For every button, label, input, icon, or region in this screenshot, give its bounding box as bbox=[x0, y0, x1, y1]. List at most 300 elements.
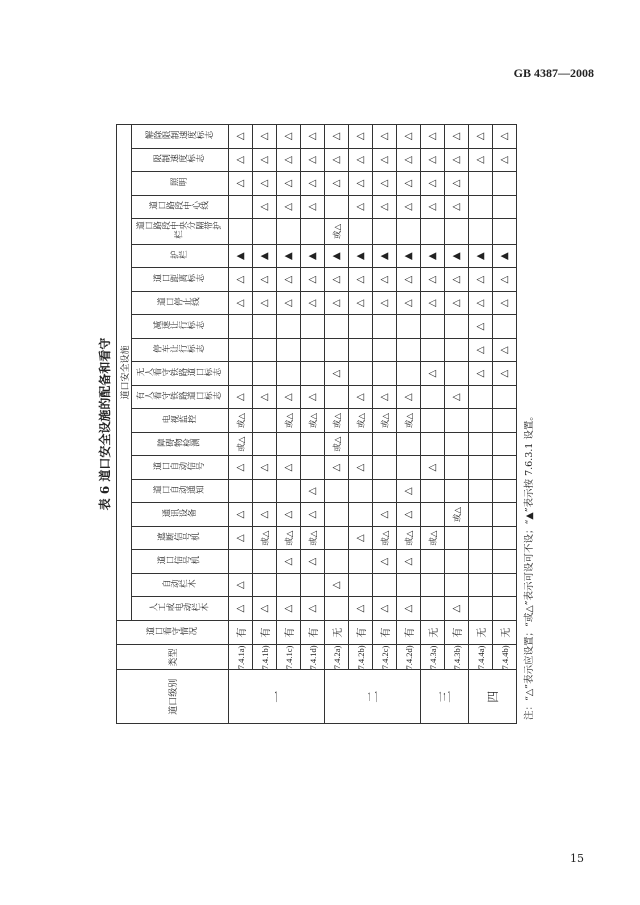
guard-cell: 有 bbox=[397, 620, 421, 645]
type-cell: 7.4.4a) bbox=[469, 645, 493, 670]
facility-cell bbox=[229, 195, 253, 219]
level-cell: 二 bbox=[325, 670, 421, 724]
facility-header: 减速让行标志 bbox=[132, 315, 229, 339]
facility-cell bbox=[253, 219, 277, 245]
facility-header: 道口自动通知 bbox=[132, 479, 229, 503]
facility-cell: 或△ bbox=[373, 526, 397, 550]
type-cell: 7.4.3a) bbox=[421, 645, 445, 670]
facility-cell: △ bbox=[229, 125, 253, 149]
facility-cell bbox=[349, 219, 373, 245]
facility-cell: △ bbox=[229, 456, 253, 480]
guard-cell: 有 bbox=[373, 620, 397, 645]
facility-cell: 或△ bbox=[373, 409, 397, 433]
facility-cell: △ bbox=[469, 291, 493, 315]
facility-cell: △ bbox=[469, 125, 493, 149]
facility-cell bbox=[493, 526, 517, 550]
facility-cell bbox=[469, 456, 493, 480]
facility-header: 遮断信号机 bbox=[132, 526, 229, 550]
type-cell: 7.4.1d) bbox=[301, 645, 325, 670]
facility-cell bbox=[469, 432, 493, 456]
facility-cell bbox=[253, 432, 277, 456]
facility-cell bbox=[349, 315, 373, 339]
facility-cell bbox=[421, 479, 445, 503]
facility-cell: △ bbox=[397, 385, 421, 409]
facility-cell bbox=[229, 550, 253, 574]
facility-cell: △ bbox=[253, 195, 277, 219]
facility-cell: △ bbox=[229, 503, 253, 527]
facility-cell: 或△ bbox=[325, 432, 349, 456]
facility-cell: △ bbox=[445, 148, 469, 172]
facility-cell bbox=[421, 409, 445, 433]
facility-cell bbox=[493, 172, 517, 196]
facility-cell: △ bbox=[397, 125, 421, 149]
facility-cell bbox=[469, 172, 493, 196]
facility-cell: △ bbox=[229, 526, 253, 550]
facility-cell: △ bbox=[445, 291, 469, 315]
type-cell: 7.4.4b) bbox=[493, 645, 517, 670]
facility-cell: ▲ bbox=[349, 244, 373, 268]
facility-cell: ▲ bbox=[373, 244, 397, 268]
guard-cell: 有 bbox=[349, 620, 373, 645]
facility-header: 护栏 bbox=[132, 244, 229, 268]
facility-cell: △ bbox=[445, 597, 469, 621]
facility-cell bbox=[493, 597, 517, 621]
facility-cell: △ bbox=[325, 291, 349, 315]
facility-cell bbox=[421, 550, 445, 574]
facility-cell: △ bbox=[373, 291, 397, 315]
facility-cell bbox=[373, 362, 397, 386]
facility-cell: △ bbox=[397, 550, 421, 574]
facility-cell bbox=[469, 550, 493, 574]
facility-cell: △ bbox=[229, 573, 253, 597]
facility-cell: △ bbox=[253, 456, 277, 480]
facility-cell: △ bbox=[349, 195, 373, 219]
facility-cell: 或△ bbox=[277, 526, 301, 550]
facility-cell: 或△ bbox=[301, 526, 325, 550]
facility-cell bbox=[493, 195, 517, 219]
facility-cell: ▲ bbox=[421, 244, 445, 268]
facility-cell: △ bbox=[349, 172, 373, 196]
facility-cell bbox=[469, 503, 493, 527]
guard-cell: 有 bbox=[301, 620, 325, 645]
facility-header: 限制速度标志 bbox=[132, 148, 229, 172]
facility-cell bbox=[373, 315, 397, 339]
facility-cell: △ bbox=[277, 172, 301, 196]
facility-header: 通讯设备 bbox=[132, 503, 229, 527]
facility-cell: △ bbox=[469, 315, 493, 339]
type-cell: 7.4.2c) bbox=[373, 645, 397, 670]
guard-cell: 无 bbox=[493, 620, 517, 645]
facility-cell bbox=[229, 362, 253, 386]
table-caption: 表 6 道口安全设施的配备和看守 bbox=[98, 337, 112, 511]
facility-cell: △ bbox=[397, 195, 421, 219]
table-row bbox=[493, 125, 517, 724]
facility-cell bbox=[325, 503, 349, 527]
facility-cell bbox=[301, 456, 325, 480]
table-row bbox=[277, 125, 301, 724]
facility-cell: △ bbox=[349, 148, 373, 172]
facility-cell: △ bbox=[397, 291, 421, 315]
facility-cell bbox=[277, 573, 301, 597]
facility-cell: ▲ bbox=[469, 244, 493, 268]
facility-cell: △ bbox=[301, 268, 325, 292]
facility-cell bbox=[397, 432, 421, 456]
facility-cell bbox=[493, 385, 517, 409]
facility-cell: △ bbox=[373, 550, 397, 574]
facility-cell bbox=[397, 338, 421, 362]
facility-cell bbox=[277, 315, 301, 339]
facility-cell bbox=[469, 219, 493, 245]
facility-cell bbox=[445, 479, 469, 503]
facility-cell bbox=[373, 573, 397, 597]
facility-cell bbox=[397, 315, 421, 339]
facility-cell: △ bbox=[373, 125, 397, 149]
facility-cell: △ bbox=[301, 550, 325, 574]
facility-cell bbox=[229, 479, 253, 503]
table-row bbox=[469, 125, 493, 724]
facility-cell: △ bbox=[493, 362, 517, 386]
table-row bbox=[397, 125, 421, 724]
col-header-level: 道口级别 bbox=[117, 670, 229, 724]
facility-header: 道口自动信号 bbox=[132, 456, 229, 480]
facility-cell bbox=[277, 432, 301, 456]
facility-header: 无人看守铁路道口标志 bbox=[132, 362, 229, 386]
facility-cell: △ bbox=[277, 268, 301, 292]
facility-cell bbox=[445, 456, 469, 480]
table-row bbox=[421, 125, 445, 724]
facility-cell: ▲ bbox=[493, 244, 517, 268]
facility-cell: △ bbox=[445, 195, 469, 219]
facility-cell: △ bbox=[349, 456, 373, 480]
facility-cell: △ bbox=[277, 550, 301, 574]
level-cell: 四 bbox=[469, 670, 517, 724]
facility-cell bbox=[421, 219, 445, 245]
facility-cell bbox=[469, 526, 493, 550]
facility-cell bbox=[445, 526, 469, 550]
facility-header: 道口距离标志 bbox=[132, 268, 229, 292]
guard-cell: 无 bbox=[469, 620, 493, 645]
facility-cell: △ bbox=[397, 268, 421, 292]
facility-cell bbox=[421, 503, 445, 527]
facility-cell: △ bbox=[301, 291, 325, 315]
standard-number: GB 4387—2008 bbox=[513, 66, 594, 80]
facility-cell: ▲ bbox=[301, 244, 325, 268]
facility-cell: △ bbox=[421, 456, 445, 480]
facility-cell: △ bbox=[253, 291, 277, 315]
facility-cell bbox=[349, 432, 373, 456]
facility-cell: △ bbox=[493, 291, 517, 315]
facility-cell: 或△ bbox=[397, 409, 421, 433]
facility-cell: △ bbox=[493, 125, 517, 149]
facility-cell: △ bbox=[373, 148, 397, 172]
facility-cell bbox=[493, 503, 517, 527]
rotated-table-block bbox=[94, 124, 546, 724]
facility-cell: △ bbox=[421, 362, 445, 386]
facility-cell bbox=[277, 219, 301, 245]
facility-cell bbox=[469, 597, 493, 621]
guard-cell: 有 bbox=[445, 620, 469, 645]
facility-cell: △ bbox=[277, 148, 301, 172]
facility-header: 照明 bbox=[132, 172, 229, 196]
facility-cell bbox=[373, 219, 397, 245]
facility-header: 有人看守铁路道口标志 bbox=[132, 385, 229, 409]
facility-cell: 或△ bbox=[397, 526, 421, 550]
facility-cell: 或△ bbox=[349, 409, 373, 433]
facility-cell bbox=[445, 219, 469, 245]
facility-cell bbox=[325, 526, 349, 550]
facility-header: 道口路段中心线 bbox=[132, 195, 229, 219]
facility-cell: △ bbox=[445, 172, 469, 196]
facility-cell: △ bbox=[493, 338, 517, 362]
facility-cell bbox=[445, 362, 469, 386]
facility-cell: ▲ bbox=[253, 244, 277, 268]
facility-cell bbox=[493, 479, 517, 503]
facility-cell: △ bbox=[397, 172, 421, 196]
facility-cell: △ bbox=[373, 195, 397, 219]
facility-header: 障碍物检测 bbox=[132, 432, 229, 456]
facility-header: 人工或电动栏木 bbox=[132, 597, 229, 621]
facility-cell: ▲ bbox=[277, 244, 301, 268]
facility-cell: 或△ bbox=[229, 409, 253, 433]
facility-cell: △ bbox=[349, 526, 373, 550]
facility-header: 道口停止线 bbox=[132, 291, 229, 315]
level-cell: 一 bbox=[229, 670, 325, 724]
facility-cell: △ bbox=[253, 597, 277, 621]
facility-cell bbox=[277, 338, 301, 362]
facility-cell bbox=[253, 550, 277, 574]
facility-cell bbox=[421, 573, 445, 597]
facility-cell: △ bbox=[301, 148, 325, 172]
facility-cell bbox=[301, 362, 325, 386]
facility-cell bbox=[229, 338, 253, 362]
facility-cell: △ bbox=[325, 268, 349, 292]
facility-header: 道口信号机 bbox=[132, 550, 229, 574]
facility-cell: △ bbox=[373, 172, 397, 196]
guard-cell: 有 bbox=[277, 620, 301, 645]
facility-cell: △ bbox=[253, 268, 277, 292]
facility-cell: ▲ bbox=[229, 244, 253, 268]
guard-cell: 无 bbox=[421, 620, 445, 645]
facility-cell: △ bbox=[373, 385, 397, 409]
table-row bbox=[301, 125, 325, 724]
facility-cell: △ bbox=[421, 291, 445, 315]
facility-cell bbox=[301, 315, 325, 339]
facility-cell bbox=[493, 550, 517, 574]
type-cell: 7.4.1c) bbox=[277, 645, 301, 670]
facility-cell: △ bbox=[277, 597, 301, 621]
facility-cell: △ bbox=[421, 195, 445, 219]
facility-cell: △ bbox=[421, 268, 445, 292]
facility-cell bbox=[349, 573, 373, 597]
facility-cell bbox=[301, 338, 325, 362]
facility-cell: △ bbox=[397, 503, 421, 527]
facility-cell: △ bbox=[325, 573, 349, 597]
facility-cell: △ bbox=[277, 291, 301, 315]
facility-cell: △ bbox=[445, 125, 469, 149]
facility-cell: △ bbox=[229, 597, 253, 621]
facility-cell bbox=[493, 315, 517, 339]
guard-cell: 有 bbox=[253, 620, 277, 645]
facility-cell: △ bbox=[421, 172, 445, 196]
facility-cell bbox=[325, 338, 349, 362]
facility-cell: 或△ bbox=[445, 503, 469, 527]
facility-cell: △ bbox=[253, 172, 277, 196]
facility-header: 电视监控 bbox=[132, 409, 229, 433]
table-row bbox=[325, 125, 349, 724]
facility-cell: △ bbox=[229, 148, 253, 172]
facility-cell: ▲ bbox=[325, 244, 349, 268]
facility-header: 解除限制速度标志 bbox=[132, 125, 229, 149]
facility-cell: △ bbox=[301, 195, 325, 219]
facility-cell bbox=[493, 432, 517, 456]
facility-cell bbox=[301, 219, 325, 245]
facility-cell bbox=[253, 479, 277, 503]
facility-cell: △ bbox=[325, 148, 349, 172]
facility-cell bbox=[325, 385, 349, 409]
facility-cell bbox=[229, 219, 253, 245]
facility-cell: △ bbox=[325, 362, 349, 386]
facility-cell bbox=[325, 195, 349, 219]
facility-cell: 或△ bbox=[301, 409, 325, 433]
page-number: 15 bbox=[570, 852, 584, 865]
col-header-guard: 道口看守情况 bbox=[117, 620, 229, 645]
facility-cell: △ bbox=[373, 268, 397, 292]
facility-cell bbox=[421, 432, 445, 456]
facility-cell: △ bbox=[229, 172, 253, 196]
facility-cell: △ bbox=[349, 385, 373, 409]
facility-cell: ▲ bbox=[445, 244, 469, 268]
facility-cell bbox=[253, 338, 277, 362]
facility-cell bbox=[373, 338, 397, 362]
facility-cell: △ bbox=[301, 385, 325, 409]
facility-cell bbox=[349, 479, 373, 503]
facility-cell bbox=[421, 385, 445, 409]
facility-cell: △ bbox=[397, 148, 421, 172]
facility-cell bbox=[445, 409, 469, 433]
type-cell: 7.4.1a) bbox=[229, 645, 253, 670]
facility-cell: △ bbox=[229, 291, 253, 315]
facility-cell bbox=[277, 479, 301, 503]
table-row bbox=[349, 125, 373, 724]
facility-cell bbox=[397, 456, 421, 480]
facility-cell: △ bbox=[373, 597, 397, 621]
facility-cell bbox=[373, 432, 397, 456]
facility-cell: △ bbox=[493, 148, 517, 172]
facility-cell: △ bbox=[325, 172, 349, 196]
table-note: 注：“△”表示应设置；“或△”表示可设可不设；“▲”表示按 7.6.3.1 设置。 bbox=[524, 411, 535, 720]
col-header-type: 类型 bbox=[117, 645, 229, 670]
facility-cell bbox=[277, 362, 301, 386]
facility-cell bbox=[397, 362, 421, 386]
facility-cell: △ bbox=[445, 268, 469, 292]
facility-cell: 或△ bbox=[325, 219, 349, 245]
facility-cell bbox=[325, 597, 349, 621]
type-cell: 7.4.3b) bbox=[445, 645, 469, 670]
facility-cell bbox=[445, 338, 469, 362]
facility-cell: △ bbox=[325, 125, 349, 149]
facility-cell bbox=[493, 409, 517, 433]
facility-cell bbox=[493, 456, 517, 480]
facility-cell bbox=[397, 573, 421, 597]
facility-cell: △ bbox=[229, 385, 253, 409]
facility-cell bbox=[301, 573, 325, 597]
facility-cell: △ bbox=[349, 291, 373, 315]
facility-cell bbox=[421, 338, 445, 362]
facility-cell bbox=[349, 503, 373, 527]
facility-cell bbox=[493, 219, 517, 245]
facility-cell bbox=[349, 550, 373, 574]
guard-cell: 有 bbox=[229, 620, 253, 645]
facility-cell bbox=[469, 385, 493, 409]
type-cell: 7.4.2b) bbox=[349, 645, 373, 670]
facility-cell bbox=[253, 315, 277, 339]
facility-cell bbox=[301, 432, 325, 456]
facility-cell: △ bbox=[469, 148, 493, 172]
level-cell: 三 bbox=[421, 670, 469, 724]
facility-cell: △ bbox=[397, 479, 421, 503]
facility-cell: △ bbox=[301, 172, 325, 196]
facility-cell bbox=[253, 573, 277, 597]
facility-cell: △ bbox=[253, 148, 277, 172]
facility-cell: 或△ bbox=[253, 526, 277, 550]
facility-cell bbox=[469, 409, 493, 433]
facility-cell: △ bbox=[277, 456, 301, 480]
facility-cell bbox=[349, 338, 373, 362]
type-cell: 7.4.2d) bbox=[397, 645, 421, 670]
facility-cell: △ bbox=[277, 195, 301, 219]
facility-cell: △ bbox=[469, 362, 493, 386]
facility-cell bbox=[325, 479, 349, 503]
type-cell: 7.4.1b) bbox=[253, 645, 277, 670]
facility-cell bbox=[445, 573, 469, 597]
facility-cell: △ bbox=[301, 479, 325, 503]
facility-cell: △ bbox=[469, 338, 493, 362]
facility-cell: △ bbox=[253, 503, 277, 527]
facility-cell: 或△ bbox=[229, 432, 253, 456]
facility-cell: △ bbox=[349, 268, 373, 292]
facilities-table bbox=[116, 124, 517, 724]
facility-cell bbox=[469, 573, 493, 597]
facility-cell bbox=[349, 362, 373, 386]
facility-cell: 或△ bbox=[325, 409, 349, 433]
facility-cell: △ bbox=[397, 597, 421, 621]
facility-cell bbox=[253, 362, 277, 386]
facility-cell: △ bbox=[301, 597, 325, 621]
facility-cell: △ bbox=[469, 268, 493, 292]
facility-cell bbox=[469, 479, 493, 503]
facility-cell bbox=[253, 409, 277, 433]
facility-cell: △ bbox=[373, 503, 397, 527]
facility-cell bbox=[445, 550, 469, 574]
facility-cell: △ bbox=[277, 385, 301, 409]
table-row bbox=[253, 125, 277, 724]
facility-cell: 或△ bbox=[277, 409, 301, 433]
guard-cell: 无 bbox=[325, 620, 349, 645]
facility-cell: 或△ bbox=[421, 526, 445, 550]
facility-cell bbox=[373, 479, 397, 503]
facility-cell: △ bbox=[349, 125, 373, 149]
facility-cell: △ bbox=[301, 125, 325, 149]
facility-header: 道口路段中央分隔带护栏 bbox=[132, 219, 229, 245]
facility-cell bbox=[229, 315, 253, 339]
table-row bbox=[229, 125, 253, 724]
facility-cell: △ bbox=[277, 125, 301, 149]
facility-cell: △ bbox=[325, 456, 349, 480]
facility-cell: △ bbox=[253, 125, 277, 149]
facility-cell bbox=[373, 456, 397, 480]
type-cell: 7.4.2a) bbox=[325, 645, 349, 670]
facility-cell bbox=[493, 573, 517, 597]
